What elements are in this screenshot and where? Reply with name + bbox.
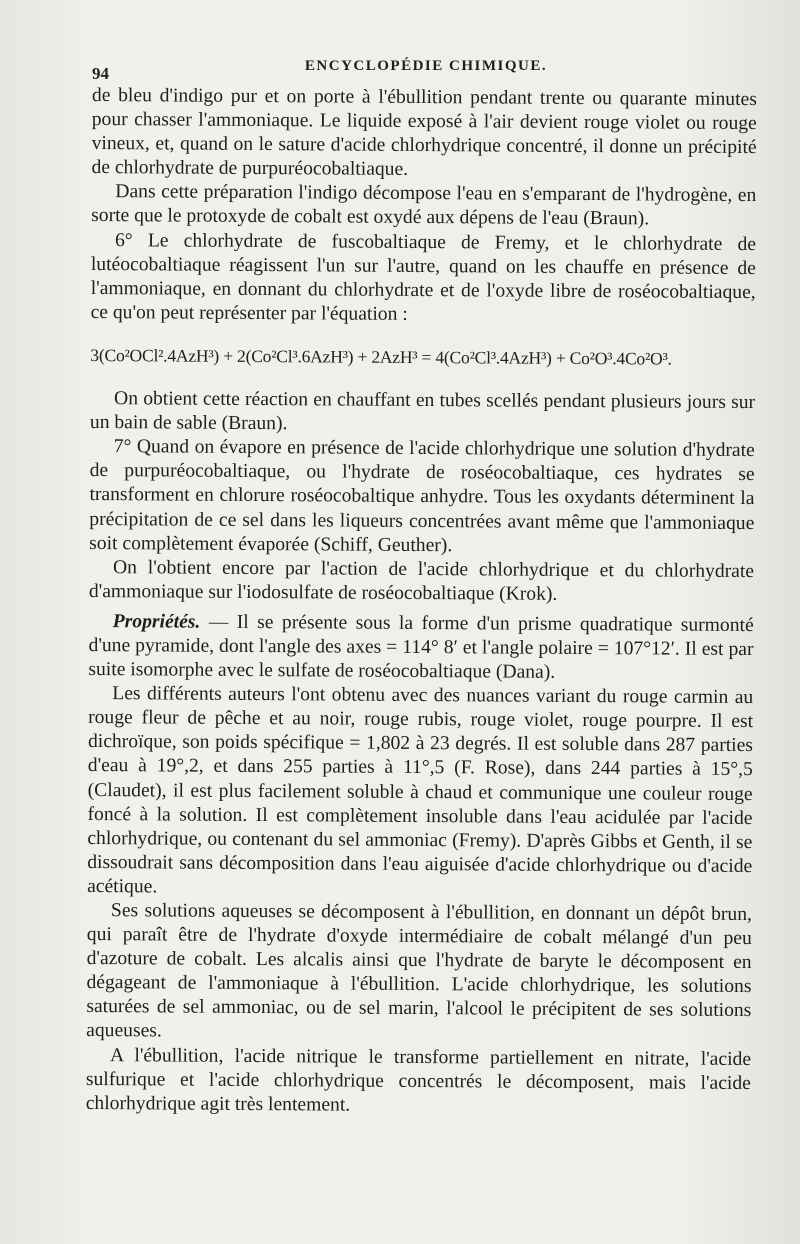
paragraph: Ses solutions aqueuses se décomposent à l'ébullition, en donnant un dépôt brun, qui paraît être de l'hydrate d'oxyde intermédiaire de cobalt mélangé d'un peu d'azoture de cobalt. Les alcalis ainsi que l'hydrate de baryte le décomposent en dégageant de l'ammoniaque à l'ébullition. L'acide chlorhydrique, les solutions saturées de sel ammoniac, ou de sel marin, l'alcool le précipitent de ses solutions aqueuses.	[86, 900, 753, 1042]
paragraph: A l'ébullition, l'acide nitrique le transforme partiellement en nitrate, l'acide sulfurique et l'acide chlorhydrique concentrés le décomposent, mais l'acide chlorhydrique agit très lentement.	[85, 1044, 752, 1116]
page-header	[92, 58, 740, 84]
properties-paragraph	[88, 610, 753, 686]
paragraph: Les différents auteurs l'ont obtenu avec des nuances variant du rouge carmin au rouge fleur de pêche et au noir, rouge rubis, rouge violet, rouge pourpre. Il est dichroïque, son poids spécifique = 1,802 à 23 degrés. Il est soluble dans 287 parties d'eau à 19°,2, et dans 255 parties à 11°,5 (F. Rose), dans 244 parties à 15°,5 (Claudet), il est plus facilement soluble à chaud et communique une couleur rouge foncé à la solution. Il est complètement insoluble dans l'eau acidulée par l'acide chlorhydrique, ou contenant du sel ammoniac (Fremy). D'après Gibbs et Genth, il se dissoudrait sans décomposition dans l'eau aiguisée d'acide chlorhydrique ou d'acide acétique.	[87, 683, 754, 898]
section-heading: Propriétés.	[112, 611, 201, 633]
running-title: ENCYCLOPÉDIE CHIMIQUE.	[304, 58, 548, 74]
paragraph: On obtient cette réaction en chauffant en tubes scellés pendant plusieurs jours sur un bain de sable (Braun).	[89, 388, 756, 435]
paragraph: 7° Quand on évapore en présence de l'acide chlorhydrique une solution d'hydrate de purpuréocobaltiaque, ou l'hydrate de roséocobaltiaque, ces hydrates se transforment en chlorure roséocobaltique anhydre. Tous les oxydants déterminent la précipitation de ce sel dans les liqueurs concentrées avant même que l'ammoniaque soit complètement évaporée (Schiff, Geuther).	[89, 436, 755, 556]
paragraph: de bleu d'indigo pur et on porte à l'ébullition pendant trente ou quarante minutes pour chasser l'ammoniaque. Le liquide exposé à l'air devient rouge violet ou rouge vineux, et, quand on le sature d'acide chlorhydrique concentré, il donne un précipité de chlorhydrate de purpuréocobaltiaque.	[91, 84, 757, 181]
paragraph: On l'obtient encore par l'action de l'acide chlorhydrique et du chlorhydrate d'ammoniaque sur l'iodosulfate de roséocobaltiaque (Krok).	[88, 556, 755, 605]
paragraph: Dans cette préparation l'indigo décompose l'eau en s'emparant de l'hydrogène, en sorte que le protoxyde de cobalt est oxydé aux dépens de l'eau (Braun).	[91, 181, 757, 230]
properties-text: — Il se présente sous la forme d'un prisme quadratique surmonté d'une pyramide, dont l'angle des axes = 114° 8′ et l'angle polaire = 107°12′. Il est par suite isomorphe avec le sulfate de roséocobaltiaque (Dana).	[88, 611, 754, 683]
paragraph: 6° Le chlorhydrate de fuscobaltiaque de Fremy, et le chlorhydrate de lutéocobaltiaque réagissent l'un sur l'autre, quand on les chauffe en présence de l'ammoniaque, en donnant du chlorhydrate et de l'oxyde libre de roséocobaltiaque, ce qu'on peut représenter par l'équation :	[90, 229, 757, 325]
chemical-equation: 3(Co²OCl².4AzH³) + 2(Co²Cl³.6AzH³) + 2AzH³ = 4(Co²Cl³.4AzH³) + Co²O³.4Co²O³.	[90, 344, 672, 369]
page-number: 94	[92, 64, 109, 83]
page-body	[86, 84, 757, 1120]
